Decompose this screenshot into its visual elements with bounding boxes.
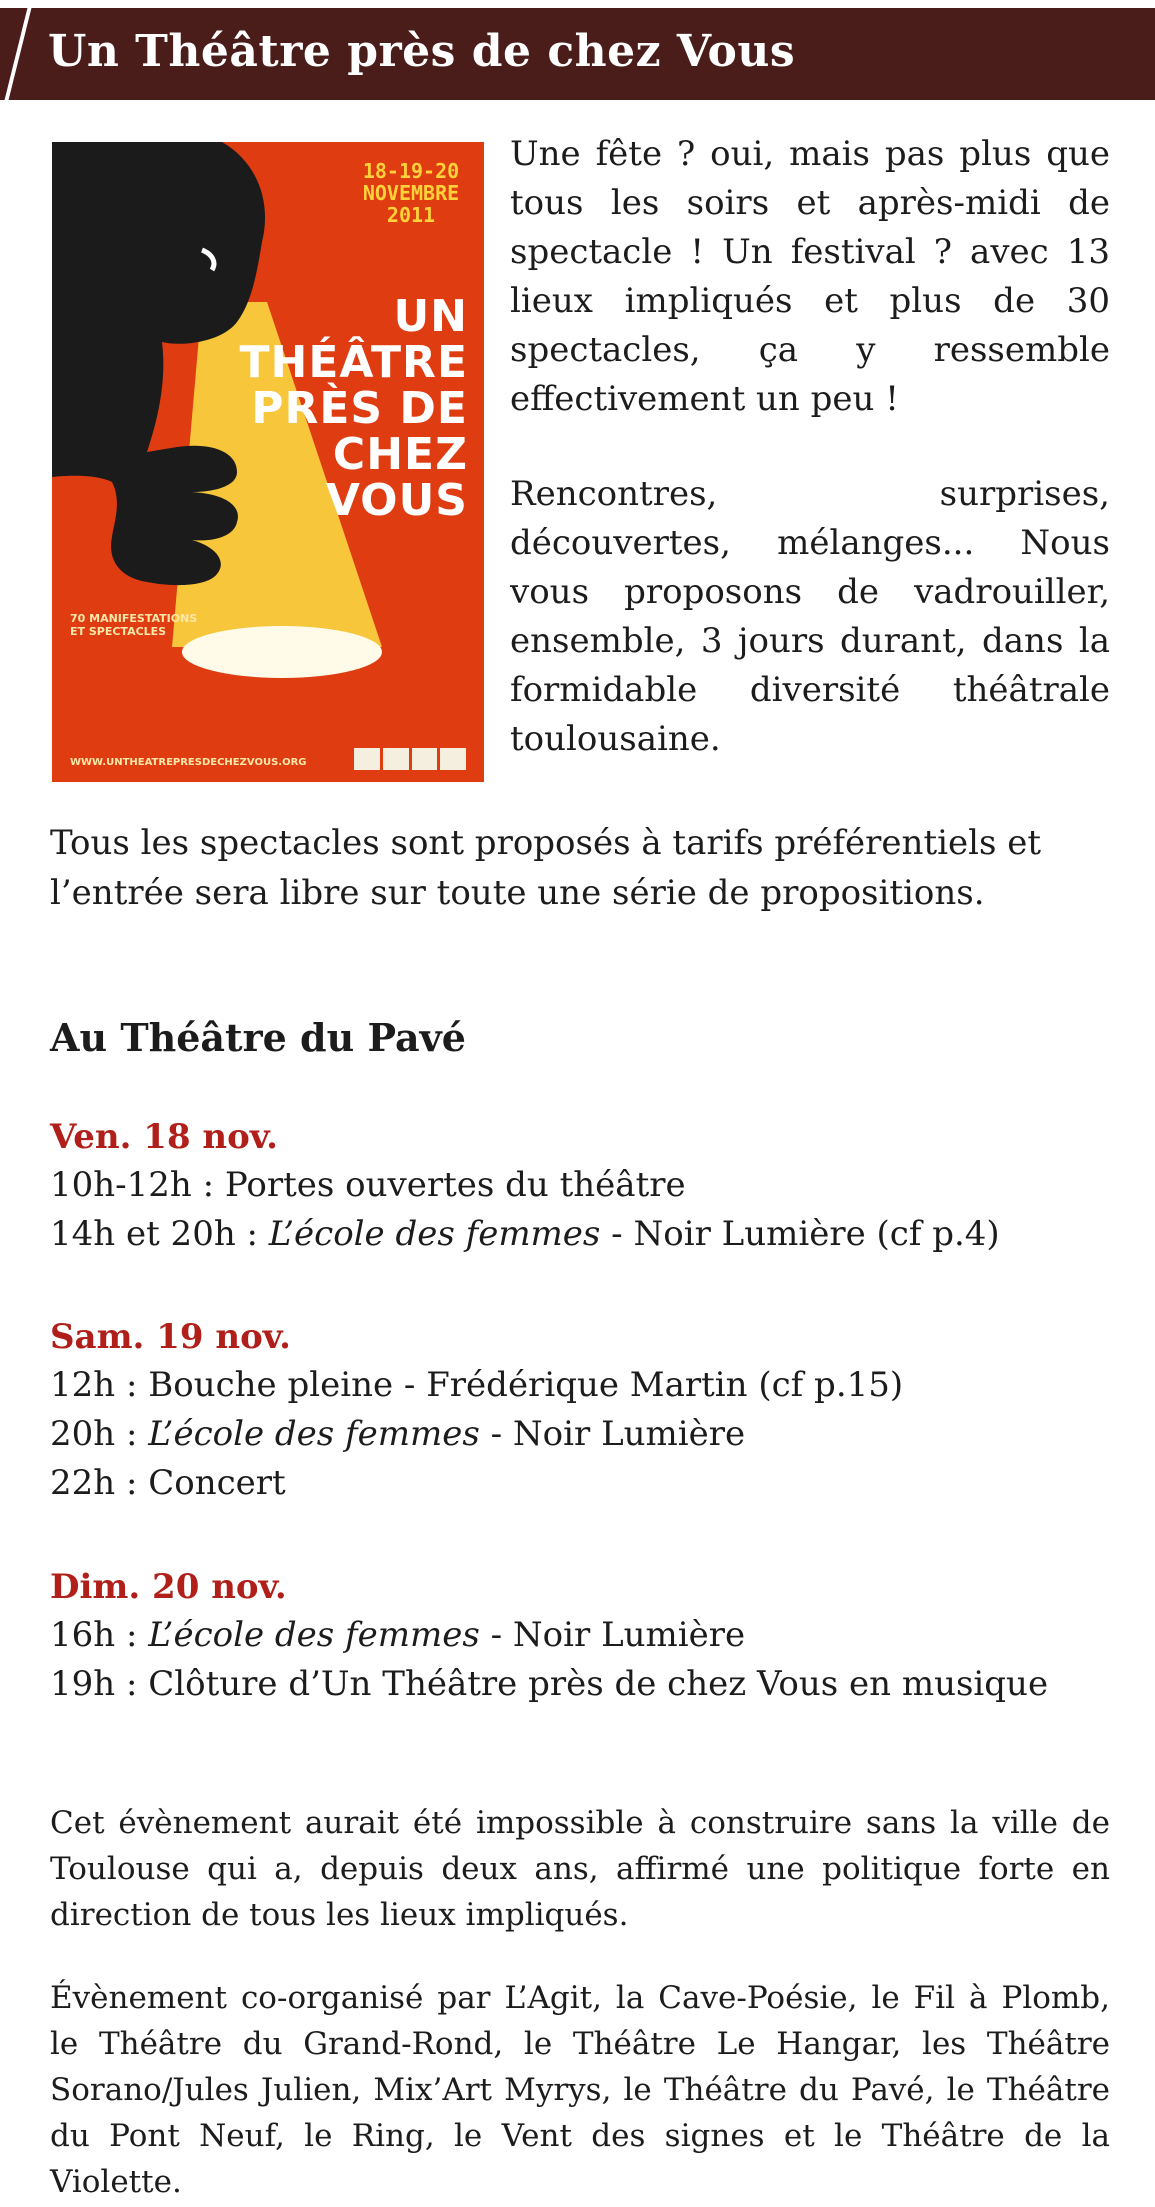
schedule-event — [50, 1361, 1130, 1410]
intro-paragraph: Une fête ? oui, mais pas plus que tous les soirs et après-midi de spectacle ! Un festival ? avec 13 lieux impliqués et plus de 30 spectacles, ça y ressemble effectivement un peu ! — [510, 134, 1110, 419]
event-detail: Clôture d’Un Théâtre près de chez Vous en musique — [148, 1664, 1049, 1704]
schedule-event — [50, 1459, 1130, 1508]
event-detail: Portes ouvertes du théâtre — [224, 1165, 686, 1205]
festival-poster — [52, 142, 484, 782]
schedule-day — [50, 1313, 1130, 1508]
event-detail: Bouche pleine - Frédérique Martin (cf p.15) — [148, 1365, 904, 1405]
day-title: Ven. 18 nov. — [50, 1117, 279, 1157]
lead-paragraph: Tous les spectacles sont proposés à tarifs préférentiels et l’entrée sera libre sur toute une série de propositions. — [50, 823, 1042, 913]
event-time: 12h : — [50, 1365, 149, 1405]
header-slash — [5, 8, 32, 100]
poster-date-days: 18-19-20 — [362, 159, 460, 183]
sponsor-logo — [354, 748, 380, 770]
event-time: 16h : — [50, 1615, 149, 1655]
poster-url: WWW.UNTHEATREPRESDECHEZVOUS.ORG — [70, 757, 307, 768]
sponsor-logo — [383, 748, 409, 770]
intro-paragraph: Rencontres, surprises, découvertes, mélanges... Nous vous proposons de vadrouiller, ensemble, 3 jours durant, dans la formidable diversité théâtrale toulousaine. — [510, 474, 1110, 759]
schedule-event — [50, 1161, 1130, 1210]
poster-title-line: UN — [393, 291, 468, 342]
event-time: 14h et 20h : — [50, 1214, 269, 1254]
poster-sponsor-logos — [354, 748, 466, 770]
poster-title-line: PRÈS DE — [251, 383, 468, 434]
event-title: L’école des femmes — [148, 1414, 480, 1454]
poster-title — [239, 291, 468, 526]
poster-fineprint — [70, 612, 290, 638]
intro-text — [510, 130, 1110, 764]
day-title: Sam. 19 nov. — [50, 1317, 291, 1357]
schedule-day — [50, 1563, 1130, 1709]
thanks-paragraph: Cet évènement aurait été impossible à construire sans la ville de Toulouse qui a, depuis deux ans, affirmé une politique forte en direction de tous les lieux impliqués. — [50, 1805, 1110, 1933]
poster-fineprint-line: ET SPECTACLES — [70, 625, 167, 638]
sponsor-logo — [440, 748, 466, 770]
poster-title-line: VOUS — [325, 475, 468, 526]
event-detail: - Noir Lumière (cf p.4) — [600, 1214, 1000, 1254]
schedule-day — [50, 1113, 1130, 1259]
event-detail: Concert — [148, 1463, 286, 1503]
poster-dates — [356, 160, 466, 226]
header-bar — [0, 8, 1155, 100]
schedule-event — [50, 1210, 1130, 1259]
event-title: L’école des femmes — [148, 1615, 480, 1655]
page-title: Un Théâtre près de chez Vous — [48, 26, 796, 77]
section-heading: Au Théâtre du Pavé — [50, 1015, 466, 1060]
poster-date-month: NOVEMBRE — [362, 181, 460, 205]
event-title: L’école des femmes — [268, 1214, 601, 1254]
event-time: 22h : — [50, 1463, 149, 1503]
poster-title-line: THÉÂTRE — [239, 337, 468, 388]
sponsor-logo — [412, 748, 438, 770]
day-title: Dim. 20 nov. — [50, 1567, 287, 1607]
event-time: 20h : — [50, 1414, 149, 1454]
event-detail: - Noir Lumière — [479, 1414, 746, 1454]
organizers-paragraph: Évènement co-organisé par L’Agit, la Cave-Poésie, le Fil à Plomb, le Théâtre du Grand-Rond, le Théâtre Le Hangar, les Théâtre Sorano/Jules Julien, Mix’Art Myrys, le Théâtre du Pavé, le Théâtre du Pont Neuf, le Ring, le Vent des signes et le Théâtre de la Violette. — [50, 1980, 1110, 2200]
poster-fineprint-line: 70 MANIFESTATIONS — [70, 612, 198, 625]
schedule-event — [50, 1611, 1130, 1660]
schedule-event — [50, 1410, 1130, 1459]
poster-title-line: CHEZ — [332, 429, 468, 480]
schedule-event — [50, 1660, 1130, 1709]
event-time: 19h : — [50, 1664, 149, 1704]
poster-date-year: 2011 — [386, 203, 436, 227]
event-detail: - Noir Lumière — [479, 1615, 746, 1655]
event-time: 10h-12h : — [50, 1165, 225, 1205]
